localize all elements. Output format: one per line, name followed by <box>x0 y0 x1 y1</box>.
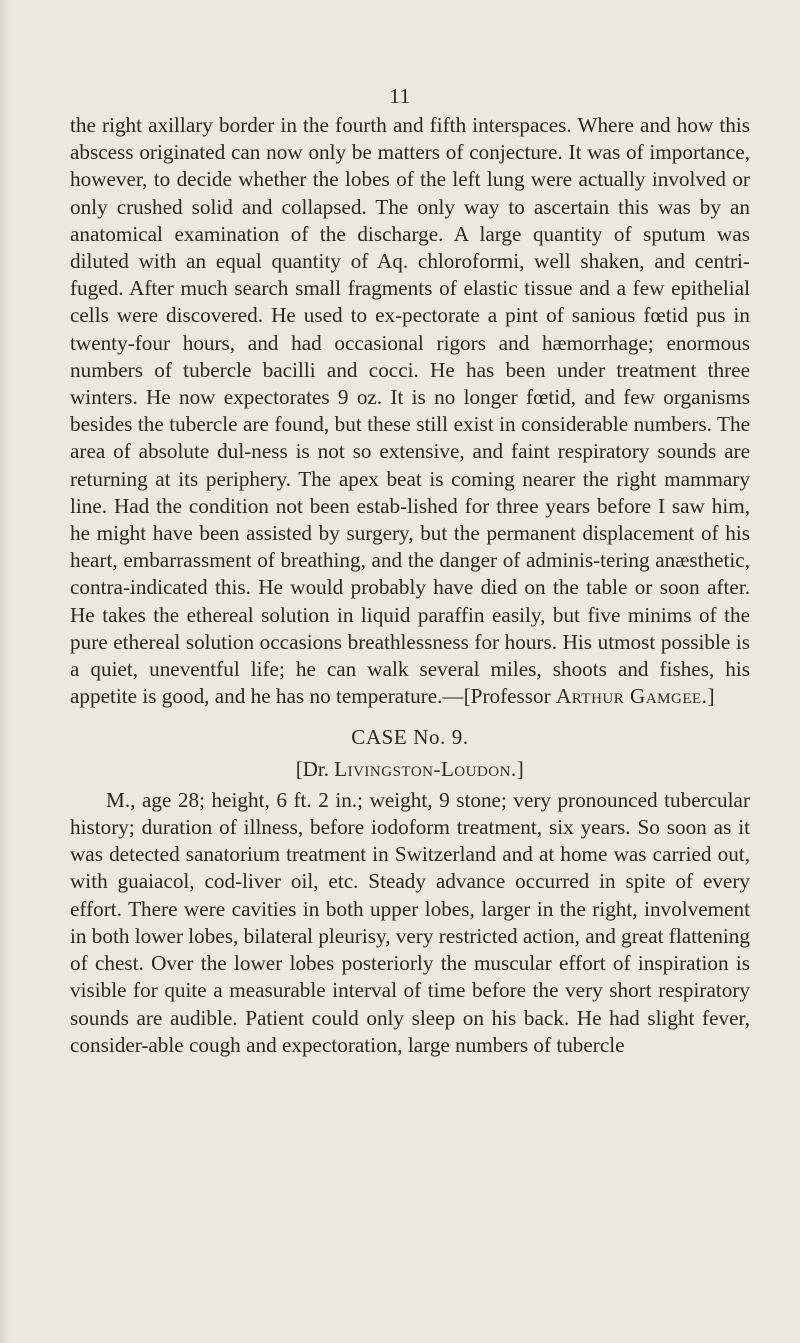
paragraph-text: the right axillary border in the fourth and fifth interspaces. Where and how this abscess originated can now only be matters of conjecture. It was of importance, however, to decide whether the lobes of the left lung were actually involved or only crushed solid and collapsed. The only way to ascertain this was by an anatomical examination of the discharge. A large quantity of sputum was diluted with an equal quantity of Aq. chloroformi, well shaken, and centri-fuged. After much search small fragments of elastic tissue and a few epithelial cells were discovered. He used to ex-pectorate a pint of sanious fœtid pus in twenty-four hours, and had occasional rigors and hæmorrhage; enormous numbers of tubercle bacilli and cocci. He has been under treatment three winters. He now expectorates 9 oz. It is no longer fœtid, and few organisms besides the tubercle are found, but these still exist in considerable numbers. The area of absolute dul-ness is not so extensive, and faint respiratory sounds are returning at its periphery. The apex beat is coming nearer the right mammary line. Had the condition not been estab-lished for three years before I saw him, he might have been assisted by surgery, but the permanent displacement of his heart, embarrassment of breathing, and the danger of adminis-tering anæsthetic, contra-indicated this. He would probably have died on the table or soon after. He takes the ethereal solution in liquid paraffin easily, but five minims of the pure ethereal solution occasions breathlessness for hours. His utmost possible is a quiet, uneventful life; he can walk several miles, shoots and fishes, his appetite is good, and he has no temperature.—[Professor <box>70 113 750 709</box>
paragraph-case-9: M., age 28; height, 6 ft. 2 in.; weight, 9 stone; very pronounced tubercular history; duration of illness, before iodoform treatment, six years. So soon as it was detected sanatorium treatment in Switzerland and at home was carried out, with guaiacol, cod-liver oil, etc. Steady advance occurred in spite of every effort. There were cavities in both upper lobes, larger in the right, involvement in both lower lobes, bilateral pleurisy, very restricted action, and great flattening of chest. Over the lower lobes posteriorly the muscular effort of inspiration is visible for quite a measurable interval of time before the very short respiratory sounds are audible. Patient could only sleep on his back. He had slight fever, consider-able cough and expectoration, large numbers of tubercle <box>70 787 750 1057</box>
page-edge-shadow <box>0 0 10 1343</box>
paragraph-case-8-continuation <box>70 112 750 710</box>
case-author-name: Livingston-Loudon.] <box>334 756 525 781</box>
case-author-prefix: [Dr. <box>295 756 330 781</box>
body-text <box>70 112 750 1059</box>
case-heading: CASE No. 9. <box>351 725 469 750</box>
case-author <box>70 756 750 783</box>
attribution-name: Arthur Gamgee.] <box>556 684 716 709</box>
page-number: 11 <box>389 84 411 108</box>
